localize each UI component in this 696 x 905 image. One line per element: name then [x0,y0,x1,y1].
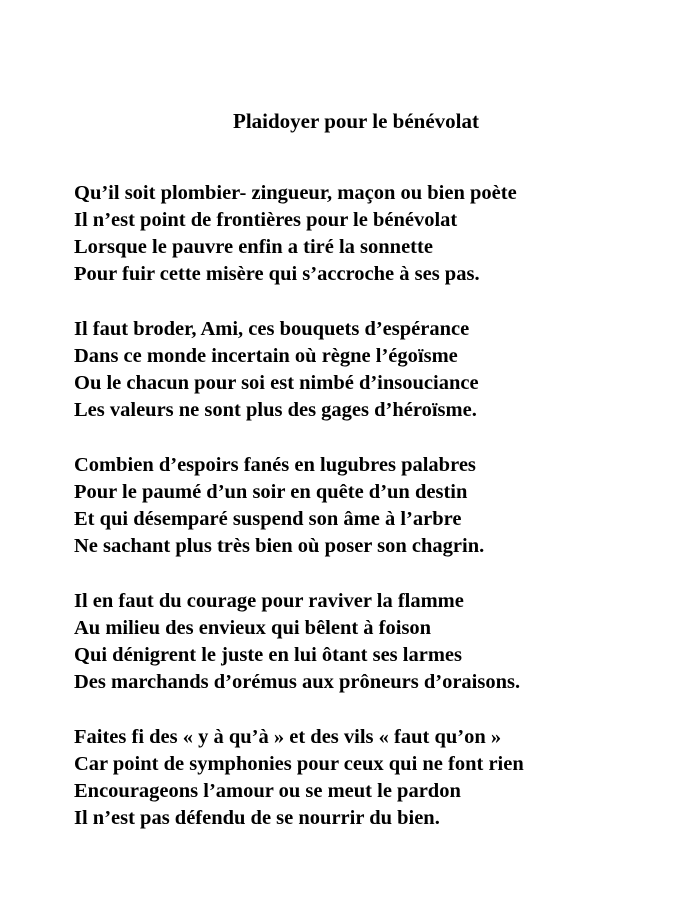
poem-line: Et qui désemparé suspend son âme à l’arbre [74,508,462,530]
poem-line: Des marchands d’orémus aux prôneurs d’oraisons. [74,671,521,693]
poem-line: Pour fuir cette misère qui s’accroche à ses pas. [74,263,480,285]
poem-line: Les valeurs ne sont plus des gages d’héroïsme. [74,399,477,421]
poem-line: Il n’est pas défendu de se nourrir du bien. [74,807,440,829]
stanza-1 [74,180,684,288]
poem-line: Qu’il soit plombier- zingueur, maçon ou bien poète [74,182,517,204]
poem-line: Au milieu des envieux qui bêlent à foison [74,617,432,639]
poem-line: Combien d’espoirs fanés en lugubres palabres [74,454,476,476]
poem-line: Dans ce monde incertain où règne l’égoïsme [74,345,458,367]
stanza-5 [74,724,684,832]
poem-line: Encourageons l’amour ou se meut le pardon [74,780,461,802]
poem-line: Qui dénigrent le juste en lui ôtant ses larmes [74,644,462,666]
poem-line: Il en faut du courage pour raviver la flamme [74,590,464,612]
poem-line: Car point de symphonies pour ceux qui ne font rien [74,753,524,775]
poem-line: Il faut broder, Ami, ces bouquets d’espérance [74,318,470,340]
stanza-2 [74,316,684,424]
stanza-3 [74,452,684,560]
stanza-4 [74,588,684,696]
poem-line: Ne sachant plus très bien où poser son chagrin. [74,535,485,557]
poem-title: Plaidoyer pour le bénévolat [233,109,479,133]
poem-line: Il n’est point de frontières pour le bénévolat [74,209,458,231]
poem-body [74,180,684,860]
poem-line: Pour le paumé d’un soir en quête d’un destin [74,481,468,503]
poem-line: Faites fi des « y à qu’à » et des vils « faut qu’on » [74,726,502,748]
poem-line: Ou le chacun pour soi est nimbé d’insouciance [74,372,479,394]
poem-line: Lorsque le pauvre enfin a tiré la sonnette [74,236,433,258]
